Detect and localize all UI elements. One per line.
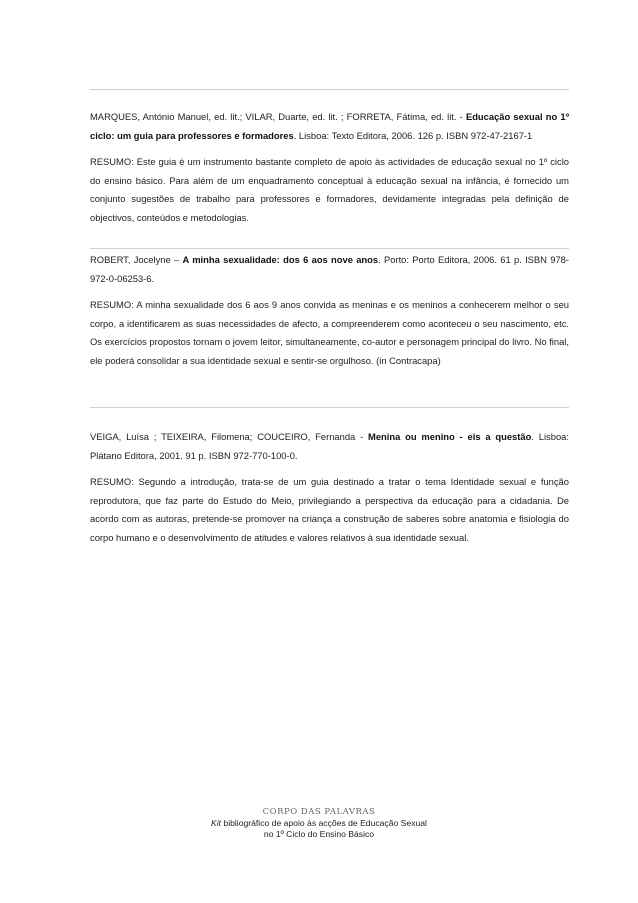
reference-publication: . Porto: Porto Editora, 2006. 61 p. ISBN 978-972-0-06253-6. (90, 254, 569, 284)
reference-citation (90, 251, 569, 288)
reference-authors: ROBERT, Jocelyne – (90, 254, 183, 265)
reference-title: Menina ou menino - eis a questão (368, 431, 532, 442)
reference-authors: MARQUES, António Manuel, ed. lit.; VILAR, Duarte, ed. lit. ; FORRETA, Fátima, ed. lit. - (90, 111, 466, 122)
divider (90, 248, 569, 249)
reference-abstract: RESUMO: A minha sexualidade dos 6 aos 9 anos convida as meninas e os meninos a conhecerem melhor o seu corpo, a identificarem as suas necessidades de afecto, a compreenderem como aconteceu o seu nascimento, etc. Os exercícios propostos tornam o jovem leitor, simultaneamente, co-autor e personagem principal do livro. No final, ele poderá consolidar a sua identidade sexual e sentir-se orgulhoso. (in Contracapa) (90, 299, 569, 366)
bibliography-entry-1 (90, 108, 569, 227)
reference-authors: VEIGA, Luísa ; TEIXEIRA, Filomena; COUCEIRO, Fernanda - (90, 431, 369, 442)
divider (90, 407, 569, 408)
reference-abstract: RESUMO: Segundo a introdução, trata-se de um guia destinado a tratar o tema Identidade sexual e função reprodutora, que faz parte do Estudo do Meio, privilegiando a perspectiva da educação para a cidadania. De acordo com as autoras, pretende-se promover na criança a construção de saberes sobre anatomia e fisiologia do corpo humano e o desenvolvimento de atitudes e valores relativos à sua identidade sexual. (90, 476, 569, 543)
footer-subtitle-rest: bibliográfico de apoio às acções de Educação Sexual (221, 818, 427, 828)
divider-top (90, 89, 569, 90)
reference-abstract: RESUMO: Este guia é um instrumento bastante completo de apoio às actividades de educação sexual no 1º ciclo do ensino básico. Para além de um enquadramento conceptual à educação sexual na infância, é fornecido um conjunto sugestões de trabalho para professores e formadores, devidamente integradas pela definição de objectivos, conteúdos e metodologias. (90, 156, 569, 223)
page-footer (0, 806, 638, 840)
reference-citation (90, 108, 569, 145)
reference-publication: . Lisboa: Plátano Editora, 2001. 91 p. ISBN 972-770-100-0. (90, 431, 569, 461)
bibliography-entry-2 (90, 251, 569, 370)
reference-title: A minha sexualidade: dos 6 aos nove anos (182, 254, 379, 265)
footer-subtitle-line-2: no 1º Ciclo do Ensino Básico (263, 829, 375, 839)
reference-title: Educação sexual no 1º ciclo: um guia para professores e formadores (90, 111, 569, 141)
reference-citation (90, 428, 569, 465)
footer-brand-logo: CORPO DAS PALAVRAS (262, 807, 376, 817)
footer-subtitle-line-1 (0, 818, 638, 829)
reference-publication: . Lisboa: Texto Editora, 2006. 126 p. ISBN 972-47-2167-1 (293, 129, 533, 141)
bibliography-entry-3 (90, 428, 569, 547)
footer-kit-word: Kit (211, 818, 222, 828)
